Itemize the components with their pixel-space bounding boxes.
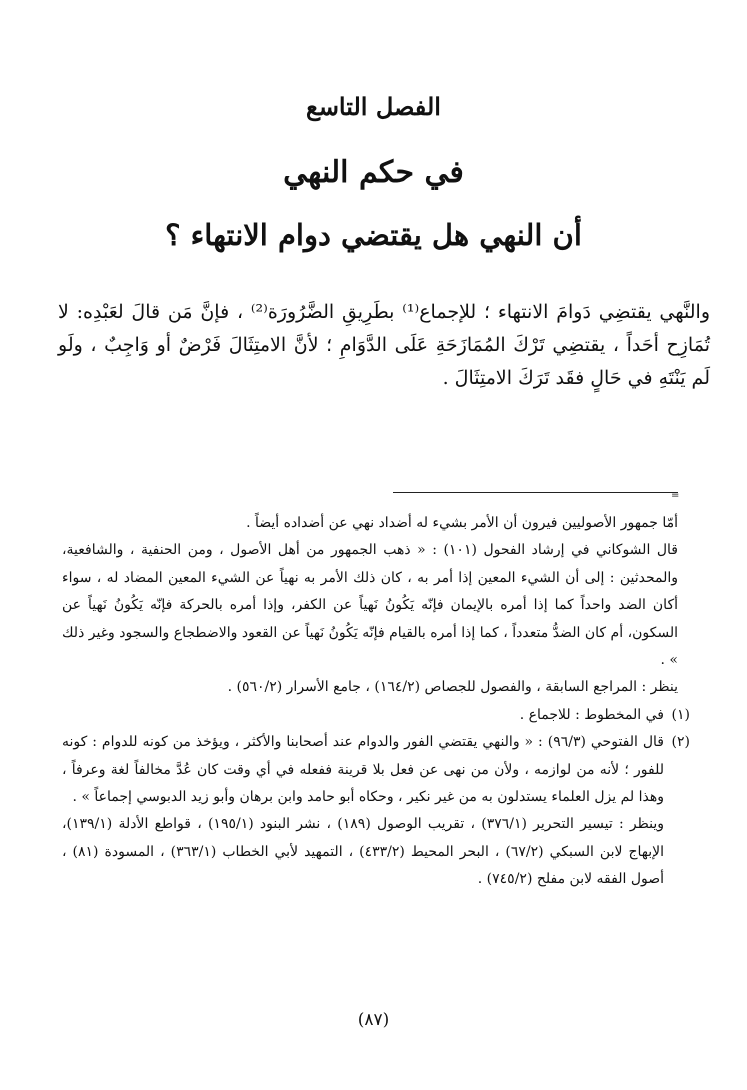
page-number: (٨٧) [357, 1010, 390, 1030]
footnote-continuation: أمّا جمهور الأصوليين فيرون أن الأمر بشيء له أضداد نهي عن أضداده أيضاً . [246, 515, 678, 531]
chapter-subtitle: في حكم النهي [283, 155, 464, 190]
chapter-question: أن النهي هل يقتضي دوام الانتهاء ؟ [165, 218, 582, 252]
chapter-title: الفصل التاسع [306, 92, 441, 121]
main-text [58, 296, 710, 395]
footnote-text: في المخطوط : للاجماع . [519, 706, 664, 723]
footnote-quote: قال الشوكاني في إرشاد الفحول (١٠١) : « ذهب الجمهور من أهل الأصول ، ومن الحنفية ، والشافعية، والمحدثين : إلى أن الشيء المعين إذا أمر به ، كان ذلك الأمر به نهياً عن الشيء المعين المضاد له ، سواء أكان الضد واحداً كما إذا أمره بالإيمان فإنّه يَكُونُ نَهياً عن الكفر، وإذا أمره بالحركة فإنّه يَكُونُ نَهياً عن السكون، أم كان الضدُّ متعدداً ، كما إذا أمره بالقيام فإنّه يَكُونُ نَهياً عن القعود والاضطجاع والسجود وغير ذلك » . [62, 542, 678, 669]
footnote-1 [62, 702, 690, 729]
footnote-number: (١) [671, 706, 690, 723]
footnote-2 [62, 729, 690, 893]
footnotes [62, 510, 690, 894]
footnote-continuation-mark: = [671, 490, 680, 501]
footnote-text: قال الفتوحي (٩٦/٣) : « والنهي يقتضي الفور والدوام عند أصحابنا والأكثر ، ويؤخذ من كونه للدوام : كونه للفور ؛ لأنه من لوازمه ، ولأن من نهى عن فعل بلا قرينة ففعله في أي وقت كان عُدَّ مخالفاً لغة وعرفاً ، وهذا لم يزل العلماء يستدلون به من غير نكير ، وحكاه أبو حامد وابن برهان وأبو زيد الدبوسي إجماعاً » . [62, 734, 664, 806]
main-paragraph: والنَّهي يقتضِي دَوامَ الانتهاء ؛ للإجماع⁽¹⁾ بطَرِيقِ الضَّرُورَة⁽²⁾ ، فإنَّ مَن قالَ لعَبْدِه: لا تُمَازِح أحَداً ، يقتضِي تَرْكَ المُمَازَحَةِ عَلَى الدَّوَامِ ؛ لأنَّ الامتِثَالَ فَرْضٌ أو وَاجِبٌ ، ولَو لَم يَنْتَهِ في حَالٍ فقَد تَرَكَ الامتِثَالَ . [58, 301, 711, 389]
footnote-number: (٢) [671, 734, 690, 751]
footnote-reference: ينظر : المراجع السابقة ، والفصول للجصاص (١٦٤/٢) ، جامع الأسرار (٥٦٠/٢) . [227, 679, 678, 696]
footnote-reference: وينظر : تيسير التحرير (٣٧٦/١) ، تقريب الوصول (١٨٩) ، نشر البنود (١٩٥/١) ، قواطع الأدلة (١٣٩/١)، الإبهاج لابن السبكي (٦٧/٢) ، البحر المحيط (٤٣٣/٢) ، التمهيد لأبي الخطاب (٣٦٣/١) ، المسودة (٨١) ، أصول الفقه لابن مفلح (٧٤٥/٢) . [62, 816, 664, 888]
footnote-separator [393, 492, 678, 493]
